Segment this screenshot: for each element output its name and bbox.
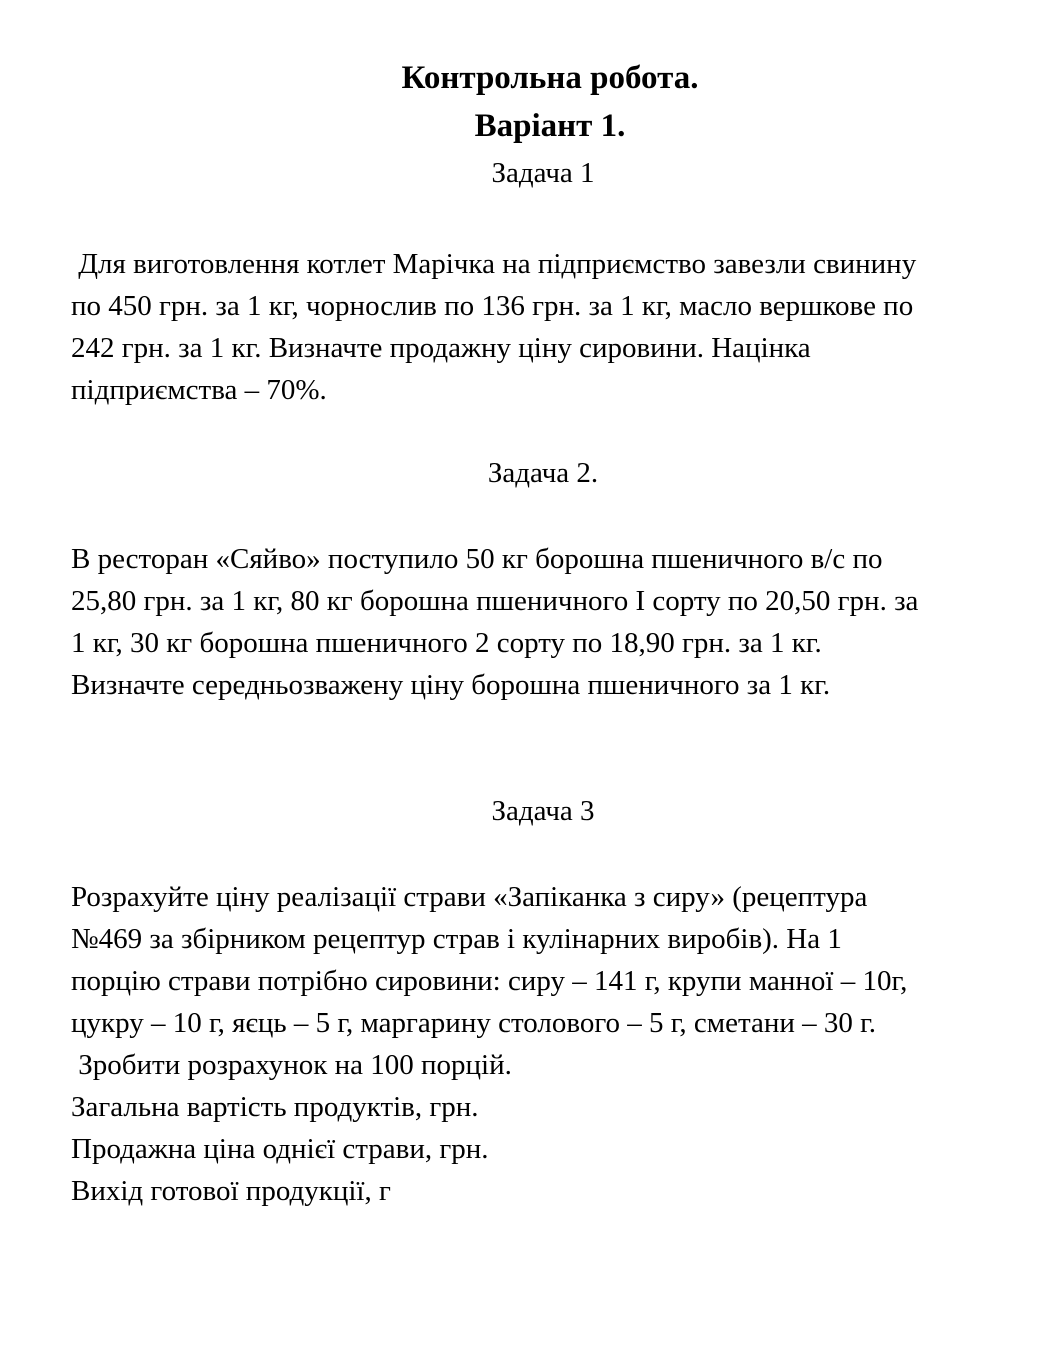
text-line: Зробити розрахунок на 100 порцій.	[71, 1049, 512, 1081]
variant-title: Варіант 1.	[474, 108, 626, 144]
text-line: порцію страви потрібно сировини: сиру – 141 г, крупи манної – 10г,	[71, 965, 908, 997]
text-line: В ресторан «Сяйво» поступило 50 кг борошна пшеничного в/с по	[71, 543, 883, 575]
text-line: по 450 грн. за 1 кг, чорнослив по 136 грн. за 1 кг, масло вершкове по	[71, 290, 914, 322]
document-title: Контрольна робота.	[401, 60, 699, 96]
text-line: цукру – 10 г, яєць – 5 г, маргарину столового – 5 г, сметани – 30 г.	[71, 1007, 877, 1039]
text-line: Вихід готової продукції, г	[71, 1175, 391, 1207]
text-line: Для виготовлення котлет Марічка на підприємство завезли свинину	[71, 248, 917, 280]
task-2-text	[71, 538, 1011, 706]
text-line: 1 кг, 30 кг борошна пшеничного 2 сорту по 18,90 грн. за 1 кг.	[71, 627, 822, 659]
text-line: підприємства – 70%.	[71, 374, 327, 406]
task-1-text	[71, 243, 1011, 411]
text-line: 25,80 грн. за 1 кг, 80 кг борошна пшеничного І сорту по 20,50 грн. за	[71, 585, 919, 617]
text-line: Загальна вартість продуктів, грн.	[71, 1091, 479, 1123]
task-3-heading: Задача 3	[491, 795, 595, 827]
task-1-heading: Задача 1	[491, 157, 595, 189]
text-line: Розрахуйте ціну реалізації страви «Запіканка з сиру» (рецептура	[71, 881, 868, 913]
text-line: №469 за збірником рецептур страв і кулінарних виробів). На 1	[71, 923, 842, 955]
task-2-heading: Задача 2.	[487, 457, 599, 489]
text-line: Визначте середньозважену ціну борошна пшеничного за 1 кг.	[71, 669, 831, 701]
text-line: 242 грн. за 1 кг. Визначте продажну ціну сировини. Націнка	[71, 332, 811, 364]
task-3-text	[71, 876, 1011, 1212]
text-line: Продажна ціна однієї страви, грн.	[71, 1133, 489, 1165]
